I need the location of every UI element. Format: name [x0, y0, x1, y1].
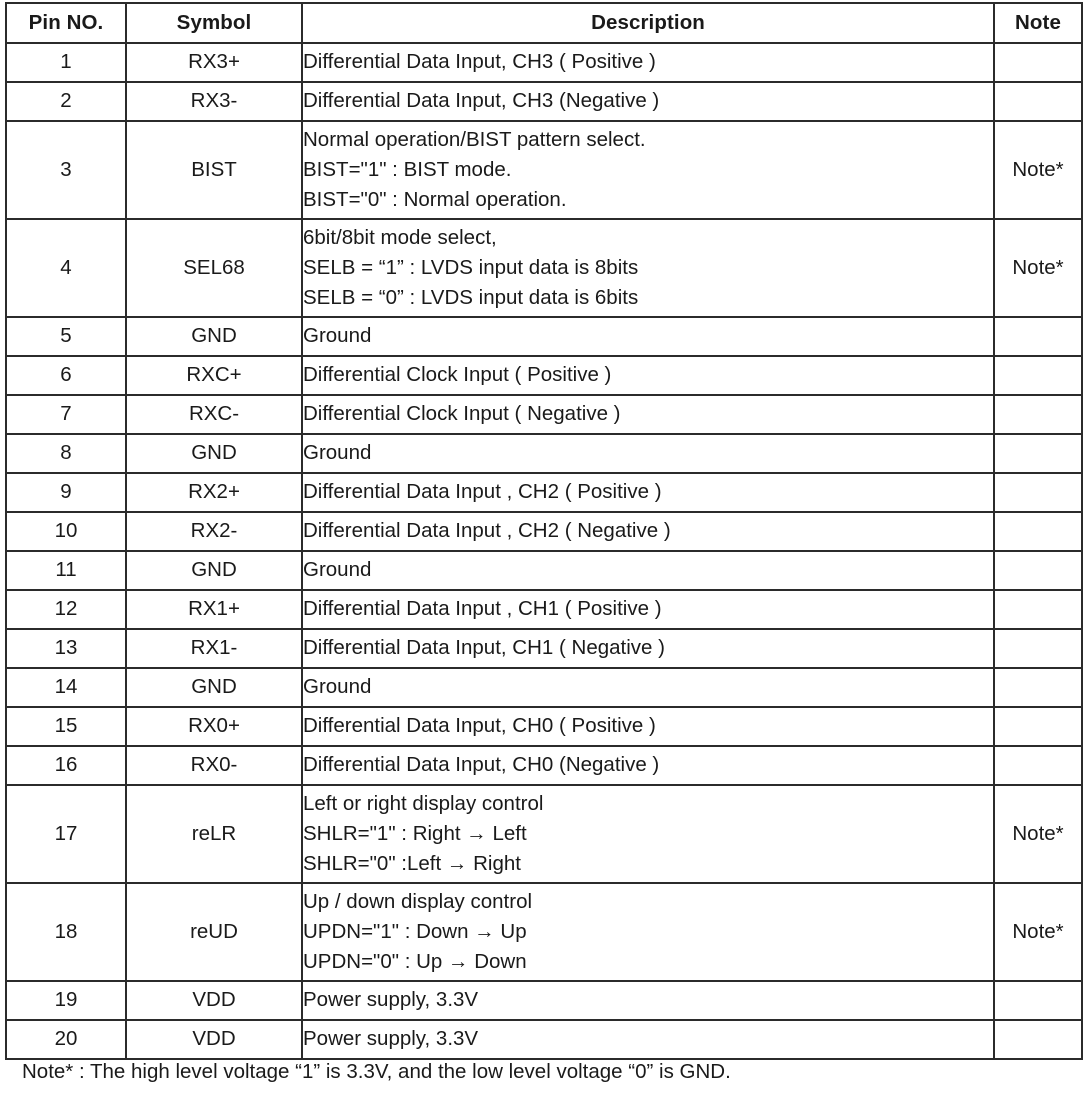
- cell-symbol: RXC-: [126, 395, 302, 434]
- cell-description: [302, 512, 994, 551]
- cell-symbol: GND: [126, 434, 302, 473]
- table-footnote: Note* : The high level voltage “1” is 3.3V, and the low level voltage “0” is GND.: [22, 1060, 731, 1083]
- cell-symbol: reUD: [126, 883, 302, 981]
- cell-description: [302, 668, 994, 707]
- cell-description: [302, 629, 994, 668]
- table-row: [6, 551, 1082, 590]
- cell-description: [302, 746, 994, 785]
- cell-note: [994, 551, 1082, 590]
- cell-note: [994, 590, 1082, 629]
- description-line: Differential Data Input , CH1 ( Positive ): [303, 597, 662, 621]
- cell-note: [994, 981, 1082, 1020]
- cell-pin-number: 16: [6, 746, 126, 785]
- table-row: [6, 317, 1082, 356]
- description-line: Differential Data Input, CH0 (Negative ): [303, 753, 660, 777]
- cell-pin-number: 20: [6, 1020, 126, 1059]
- cell-pin-number: 11: [6, 551, 126, 590]
- cell-note: [994, 629, 1082, 668]
- table-row: [6, 590, 1082, 629]
- column-header-description: Description: [302, 3, 994, 43]
- description-line: Differential Clock Input ( Negative ): [303, 402, 621, 426]
- description-line: SELB = “1” : LVDS input data is 8bits: [303, 255, 639, 279]
- cell-description: [302, 43, 994, 82]
- description-line: Differential Data Input , CH2 ( Positive ): [303, 480, 662, 504]
- cell-note: [994, 356, 1082, 395]
- description-line: Differential Data Input, CH3 ( Positive ): [303, 50, 656, 74]
- cell-note: Note*: [994, 883, 1082, 981]
- description-line: Power supply, 3.3V: [303, 1027, 479, 1051]
- description-line: SHLR="0" :Left → Right: [303, 852, 521, 876]
- cell-description: [302, 785, 994, 883]
- cell-symbol: GND: [126, 551, 302, 590]
- cell-pin-number: 19: [6, 981, 126, 1020]
- description-line: UPDN="1" : Down → Up: [303, 919, 527, 943]
- cell-pin-number: 4: [6, 219, 126, 317]
- table-row: [6, 1020, 1082, 1059]
- description-line: UPDN="0" : Up → Down: [303, 950, 527, 974]
- cell-description: [302, 434, 994, 473]
- cell-description: [302, 551, 994, 590]
- cell-note: [994, 395, 1082, 434]
- cell-symbol: reLR: [126, 785, 302, 883]
- cell-pin-number: 7: [6, 395, 126, 434]
- table-row: [6, 219, 1082, 317]
- cell-description: [302, 317, 994, 356]
- description-line: BIST="0" : Normal operation.: [303, 188, 567, 212]
- cell-symbol: GND: [126, 317, 302, 356]
- cell-pin-number: 13: [6, 629, 126, 668]
- cell-description: [302, 473, 994, 512]
- cell-symbol: RX0-: [126, 746, 302, 785]
- cell-pin-number: 18: [6, 883, 126, 981]
- description-line: Differential Data Input , CH2 ( Negative ): [303, 519, 671, 543]
- description-line: Ground: [303, 441, 372, 465]
- cell-description: [302, 356, 994, 395]
- cell-note: [994, 82, 1082, 121]
- description-line: Up / down display control: [303, 889, 533, 913]
- cell-note: [994, 43, 1082, 82]
- cell-symbol: RX2-: [126, 512, 302, 551]
- cell-description: [302, 981, 994, 1020]
- cell-pin-number: 10: [6, 512, 126, 551]
- description-line: Differential Clock Input ( Positive ): [303, 363, 612, 387]
- cell-symbol: RXC+: [126, 356, 302, 395]
- description-line: SELB = “0” : LVDS input data is 6bits: [303, 286, 639, 310]
- table-header: [6, 3, 1082, 43]
- cell-note: [994, 746, 1082, 785]
- description-line: Normal operation/BIST pattern select.: [303, 127, 646, 151]
- cell-note: [994, 707, 1082, 746]
- cell-symbol: SEL68: [126, 219, 302, 317]
- table-body: [6, 43, 1082, 1059]
- table-row: [6, 981, 1082, 1020]
- table-row: [6, 121, 1082, 219]
- pin-assignment-table: [5, 2, 1083, 1060]
- cell-pin-number: 6: [6, 356, 126, 395]
- cell-description: [302, 1020, 994, 1059]
- cell-description: [302, 219, 994, 317]
- description-line: Differential Data Input, CH0 ( Positive ): [303, 714, 656, 738]
- column-header-note: Note: [994, 3, 1082, 43]
- cell-pin-number: 12: [6, 590, 126, 629]
- cell-pin-number: 2: [6, 82, 126, 121]
- cell-symbol: RX3+: [126, 43, 302, 82]
- cell-symbol: RX0+: [126, 707, 302, 746]
- cell-symbol: VDD: [126, 981, 302, 1020]
- cell-note: [994, 434, 1082, 473]
- description-line: Power supply, 3.3V: [303, 988, 479, 1012]
- table-row: [6, 473, 1082, 512]
- cell-description: [302, 590, 994, 629]
- table-row: [6, 82, 1082, 121]
- column-header-symbol: Symbol: [126, 3, 302, 43]
- table-row: [6, 629, 1082, 668]
- cell-pin-number: 1: [6, 43, 126, 82]
- description-line: Differential Data Input, CH1 ( Negative ): [303, 636, 665, 660]
- cell-note: [994, 317, 1082, 356]
- table-row: [6, 43, 1082, 82]
- cell-note: [994, 668, 1082, 707]
- cell-pin-number: 15: [6, 707, 126, 746]
- cell-description: [302, 121, 994, 219]
- cell-note: [994, 473, 1082, 512]
- cell-symbol: RX3-: [126, 82, 302, 121]
- table-row: [6, 356, 1082, 395]
- cell-note: [994, 1020, 1082, 1059]
- cell-pin-number: 17: [6, 785, 126, 883]
- description-line: Ground: [303, 324, 372, 348]
- table-row: [6, 883, 1082, 981]
- description-line: Ground: [303, 675, 372, 699]
- cell-symbol: VDD: [126, 1020, 302, 1059]
- table-row: [6, 512, 1082, 551]
- table-header-row: [6, 3, 1082, 43]
- table-row: [6, 434, 1082, 473]
- cell-symbol: BIST: [126, 121, 302, 219]
- cell-pin-number: 3: [6, 121, 126, 219]
- table-row: [6, 668, 1082, 707]
- cell-pin-number: 5: [6, 317, 126, 356]
- table-row: [6, 395, 1082, 434]
- cell-description: [302, 707, 994, 746]
- column-header-pin-no: Pin NO.: [6, 3, 126, 43]
- cell-note: [994, 512, 1082, 551]
- cell-pin-number: 9: [6, 473, 126, 512]
- description-line: BIST="1" : BIST mode.: [303, 157, 512, 181]
- cell-symbol: RX2+: [126, 473, 302, 512]
- cell-note: Note*: [994, 785, 1082, 883]
- cell-pin-number: 14: [6, 668, 126, 707]
- cell-note: Note*: [994, 219, 1082, 317]
- table-row: [6, 746, 1082, 785]
- cell-description: [302, 883, 994, 981]
- cell-description: [302, 82, 994, 121]
- cell-description: [302, 395, 994, 434]
- cell-symbol: RX1-: [126, 629, 302, 668]
- table-row: [6, 707, 1082, 746]
- description-line: Ground: [303, 558, 372, 582]
- description-line: SHLR="1" : Right → Left: [303, 821, 527, 845]
- cell-pin-number: 8: [6, 434, 126, 473]
- table-row: [6, 785, 1082, 883]
- description-line: Differential Data Input, CH3 (Negative ): [303, 89, 660, 113]
- cell-symbol: RX1+: [126, 590, 302, 629]
- cell-symbol: GND: [126, 668, 302, 707]
- cell-note: Note*: [994, 121, 1082, 219]
- description-line: Left or right display control: [303, 791, 544, 815]
- description-line: 6bit/8bit mode select,: [303, 225, 497, 249]
